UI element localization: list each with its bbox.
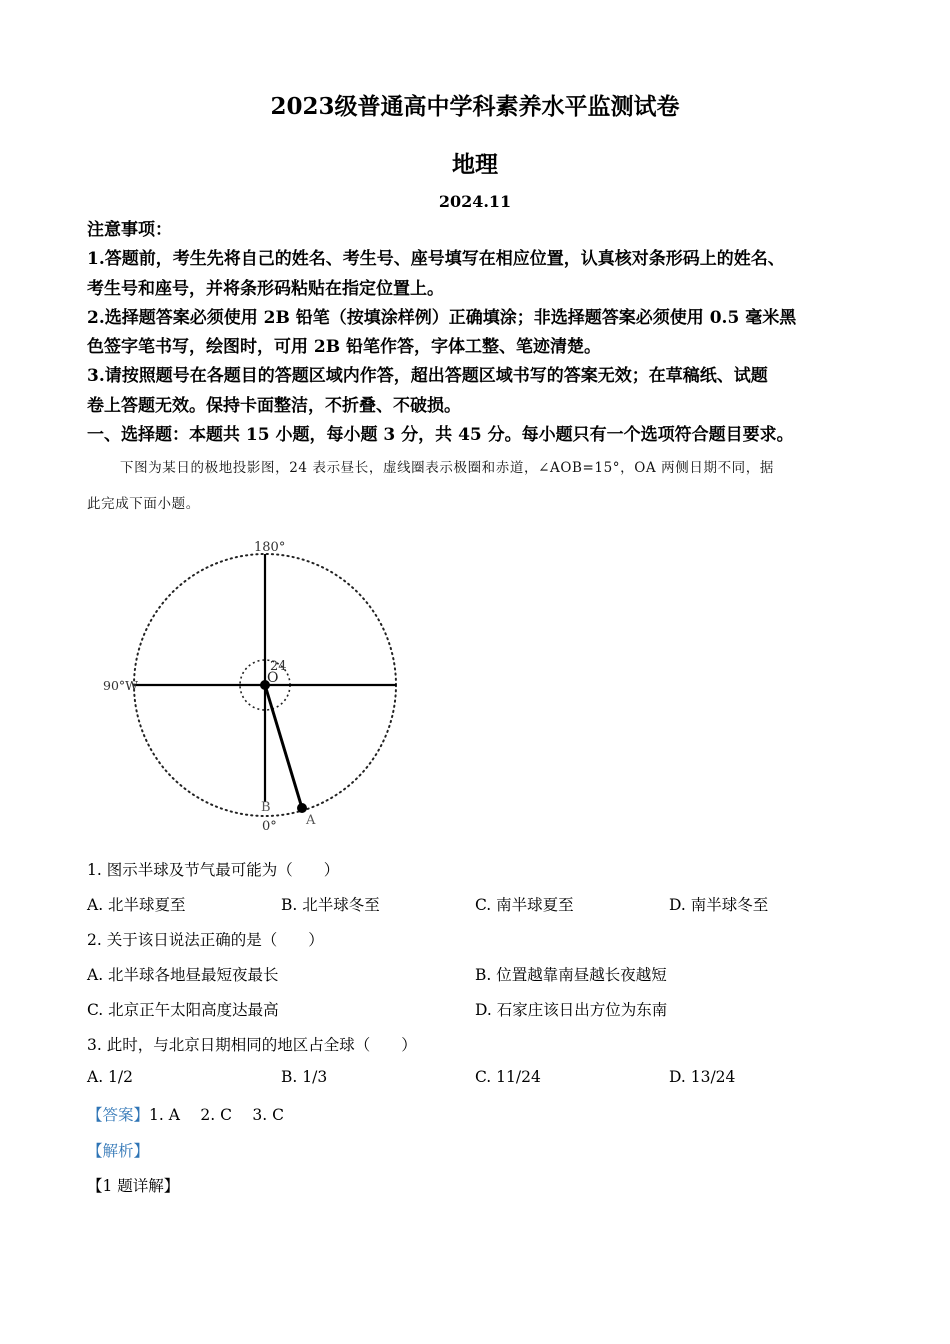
option-b: B. 北半球冬至: [281, 896, 380, 914]
option-d: D. 石家庄该日出方位为东南: [475, 1001, 668, 1019]
option-d: D. 南半球冬至: [669, 896, 769, 914]
analysis-tag: 【解析】: [87, 1142, 150, 1160]
option-c: C. 11/24: [475, 1068, 541, 1086]
notice-line: 3.请按照题号在各题目的答题区域内作答，超出答题区域书写的答案无效；在草稿纸、试题: [87, 366, 768, 386]
subject-title: 地理: [452, 151, 498, 178]
label-180: 180°: [254, 540, 286, 555]
label-0: 0°: [262, 819, 277, 834]
line-oa: [265, 685, 302, 808]
intro-text: 此完成下面小题。: [87, 496, 200, 512]
label-a: A: [306, 813, 316, 828]
option-c: C. 南半球夏至: [475, 896, 574, 914]
option-a: A. 北半球各地昼最短夜最长: [87, 966, 279, 984]
option-a: A. 1/2: [87, 1068, 133, 1086]
question-stem: 1. 图示半球及节气最可能为（ ）: [87, 861, 340, 879]
question-stem: 3. 此时，与北京日期相同的地区占全球（ ）: [87, 1036, 417, 1054]
option-a: A. 北半球夏至: [87, 896, 186, 914]
point-a: [297, 803, 307, 813]
notice-line: 2.选择题答案必须使用 2B 铅笔（按填涂样例）正确填涂；非选择题答案必须使用 0.5 毫米黑: [87, 308, 797, 328]
answer-line: [87, 1103, 284, 1125]
question-stem: 2. 关于该日说法正确的是（ ）: [87, 931, 324, 949]
section-heading: 一、选择题：本题共 15 小题，每小题 3 分，共 45 分。每小题只有一个选项符合题目要求。: [87, 425, 794, 445]
notice-line: 考生号和座号，并将条形码粘贴在指定位置上。: [87, 279, 444, 299]
option-d: D. 13/24: [669, 1068, 736, 1086]
notice-line: 色签字笔书写，绘图时，可用 2B 铅笔作答，字体工整、笔迹清楚。: [87, 337, 602, 357]
label-b: B: [261, 800, 271, 815]
label-24: 24: [270, 659, 287, 674]
exam-title: 2023级普通高中学科素养水平监测试卷: [270, 93, 680, 120]
option-c: C. 北京正午太阳高度达最高: [87, 1001, 279, 1019]
option-b: B. 位置越靠南昼越长夜越短: [475, 966, 667, 984]
label-90w: 90°W: [103, 678, 139, 693]
notice-heading: 注意事项：: [87, 220, 172, 240]
option-b: B. 1/3: [281, 1068, 328, 1086]
detail-heading: 【1 题详解】: [87, 1177, 180, 1195]
intro-text: 下图为某日的极地投影图，24 表示昼长，虚线圈表示极圈和赤道，∠AOB=15°，OA 两侧日期不同，据: [120, 460, 774, 476]
answer-tag: 【答案】: [87, 1106, 150, 1124]
label-o: O: [267, 670, 279, 686]
polar-projection-figure: [90, 535, 410, 835]
notice-line: 卷上答题无效。保持卡面整洁，不折叠、不破损。: [87, 396, 461, 416]
exam-date: 2024.11: [438, 192, 512, 211]
notice-line: 1.答题前，考生先将自己的姓名、考生号、座号填写在相应位置，认真核对条形码上的姓名、: [87, 249, 785, 269]
answer-text: 1. A 2. C 3. C: [149, 1106, 284, 1124]
